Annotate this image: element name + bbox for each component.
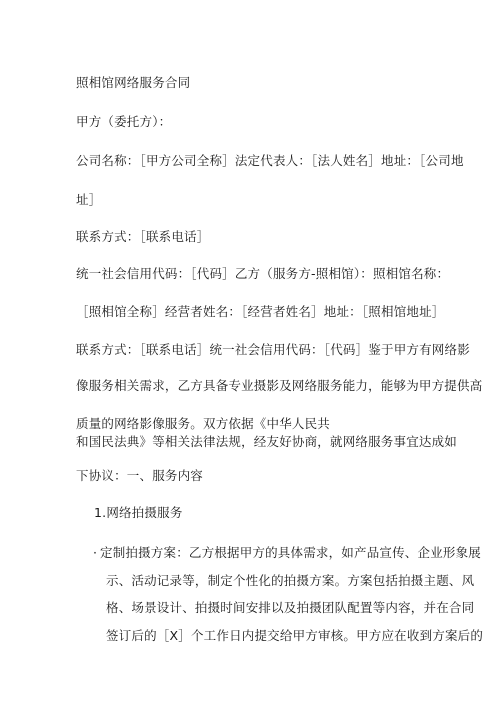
paragraph-line: 像服务相关需求，乙方具备专业摄影及网络服务能力，能够为甲方提供高 xyxy=(76,378,483,393)
bullet-line: 格、场景设计、拍摄时间安排以及拍摄团队配置等内容，并在合同 xyxy=(106,600,475,615)
document-title: 照相馆网络服务合同 xyxy=(76,75,191,90)
bullet-marker: · xyxy=(93,545,97,560)
paragraph-line: 统一社会信用代码：［代码］乙方（服务方-照相馆）：照相馆名称： xyxy=(76,266,450,281)
bullet-line: 定制拍摄方案：乙方根据甲方的具体需求，如产品宣传、企业形象展 xyxy=(100,545,482,560)
bullet-line: 示、活动记录等，制定个性化的拍摄方案。方案包括拍摄主题、风 xyxy=(106,573,475,588)
paragraph-line: 联系方式：［联系电话］ xyxy=(76,229,210,244)
paragraph-line: 甲方（委托方）： xyxy=(76,114,172,129)
paragraph-line: 联系方式：［联系电话］统一社会信用代码：［代码］鉴于甲方有网络影 xyxy=(76,342,470,357)
bullet-line: 签订后的［X］个工作日内提交给甲方审核。甲方应在收到方案后的 xyxy=(106,628,484,643)
section-heading: 1.网络拍摄服务 xyxy=(94,505,183,520)
paragraph-line: 公司名称：［甲方公司全称］法定代表人：［法人姓名］地址：［公司地 xyxy=(76,153,464,168)
paragraph-line: ［照相馆全称］经营者姓名：［经营者姓名］地址：［照相馆地址］ xyxy=(76,304,445,319)
paragraph-line: 址］ xyxy=(76,192,102,207)
paragraph-line: 和国民法典》等相关法律法规，经友好协商，就网络服务事宜达成如 xyxy=(76,434,458,449)
paragraph-line: 下协议：一、服务内容 xyxy=(76,468,204,483)
paragraph-line: 质量的网络影像服务。双方依据《中华人民共 xyxy=(76,416,331,431)
